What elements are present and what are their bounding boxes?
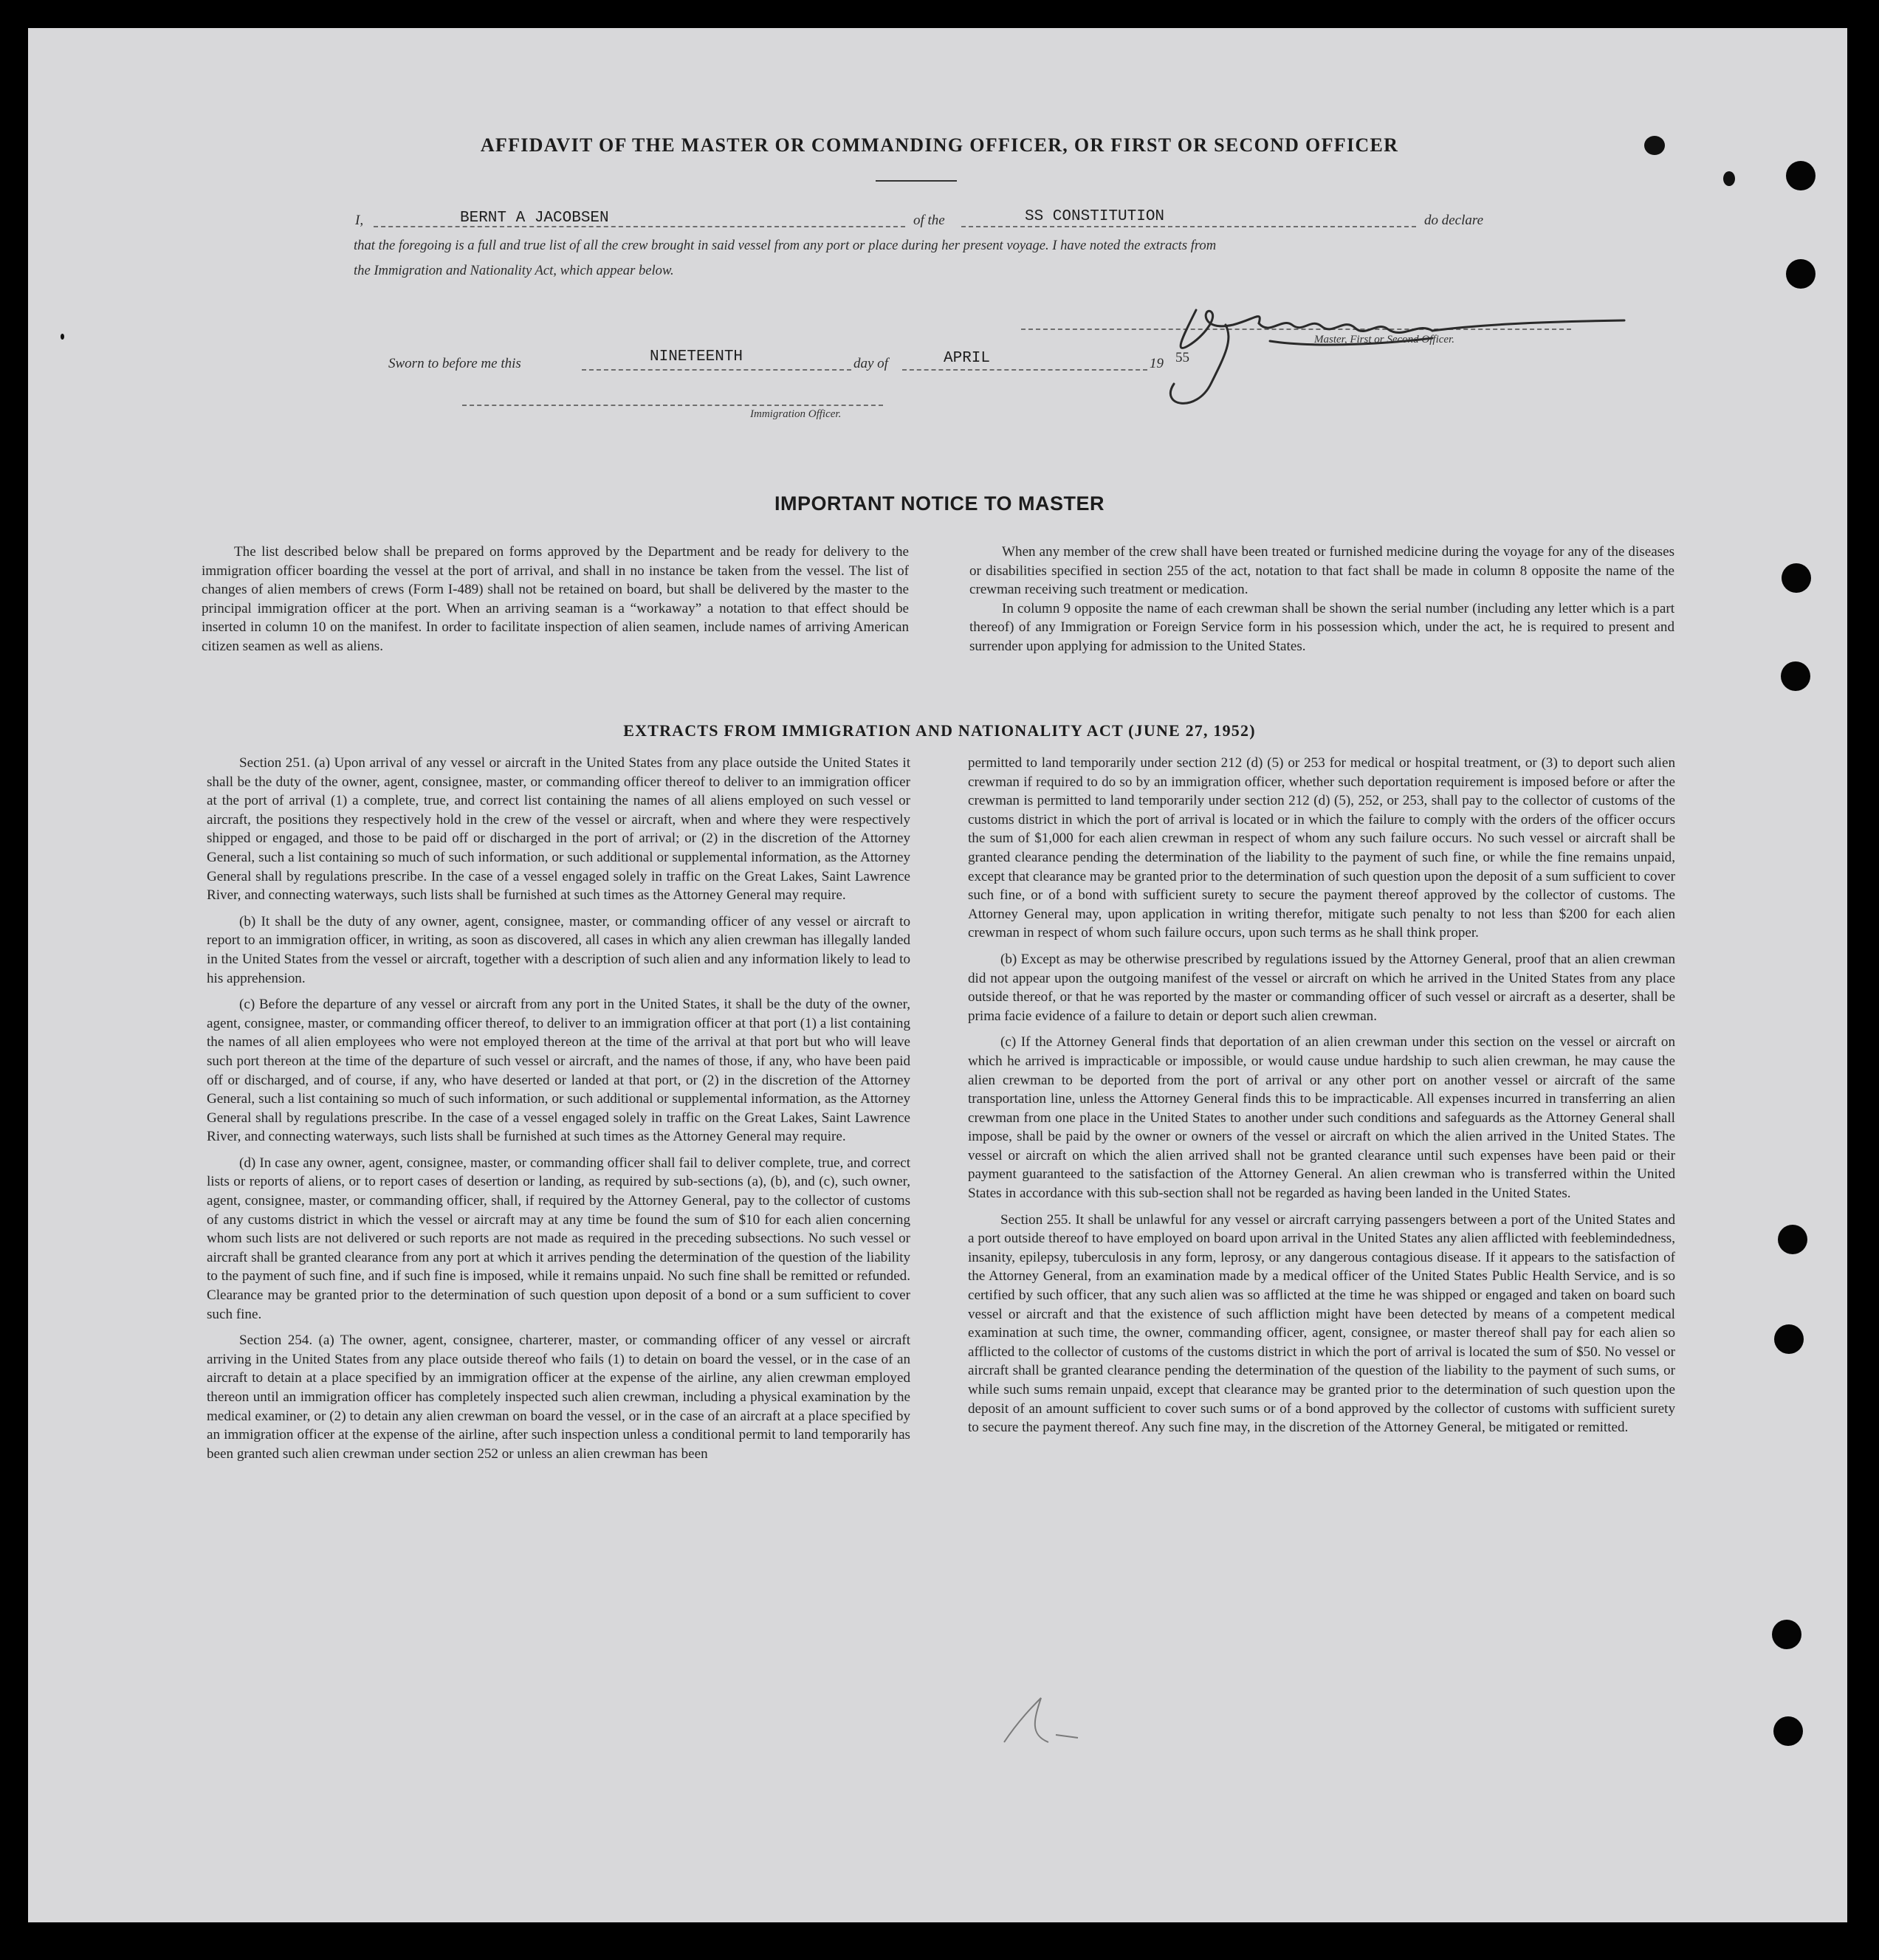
punch-hole	[1781, 661, 1810, 691]
notice-right-column	[969, 543, 1674, 664]
act-section: Section 255. It shall be unlawful for any vessel or aircraft carrying passengers between a port of the United States and a port outside thereof to have employed on board upon arrival in the United States any alien afflicted with feeblemindedness, insanity, epilepsy, tuberculosis in any form, leprosy, or any dangerous contagious disease. If it appears to the satisfaction of the Attorney General, from an examination made by a medical officer of the United States Public Health Service, and is so certified by such officer, that any such alien was so afflicted at the time he was shipped or engaged and taken on board such vessel or aircraft and that the existence of such affliction might have been detected by means of a competent medical examination at such time, the owner, commanding officer, agent, consignee, or master thereof shall pay for each alien so afflicted to the collector of customs of the customs district in which the port of arrival is located the sum of $50. No vessel or aircraft shall be granted clearance pending the determination of the question of the liability to the payment of such sums, or while such sums remain unpaid, except that clearance may be granted prior to the determination of such question upon the deposit of an amount sufficient to cover such sums or of a bond approved by the collector of customs with sufficient surety to secure the payment thereof. Any such fine may, in the discretion of the Attorney General, be mitigated or remitted.	[968, 1211, 1675, 1436]
punch-hole	[1786, 259, 1816, 289]
notice-paragraph: The list described below shall be prepared on forms approved by the Department and be ready for delivery to the immigration officer boarding the vessel at the port of arrival, and shall in no instance be taken from the vessel. The list of changes of alien members of crews (Form I-489) shall not be retained on board, but shall be delivered by the master to the principal immigration officer at the port. When an arriving seaman is a “workaway” a notation to that effect should be inserted in column 10 on the manifest. In order to facilitate inspection of alien seamen, include names of arriving American citizen seamen as well as aliens.	[202, 544, 909, 654]
notice-title: IMPORTANT NOTICE TO MASTER	[774, 492, 1105, 515]
year-suffix: 55	[1175, 350, 1189, 365]
of-the-label: of the	[913, 213, 945, 228]
affidavit-title: AFFIDAVIT OF THE MASTER OR COMMANDING OFFICER, OR FIRST OR SECOND OFFICER	[480, 134, 1399, 156]
sworn-day-line	[582, 369, 851, 371]
extracts-title: EXTRACTS FROM IMMIGRATION AND NATIONALITY ACT (JUNE 27, 1952)	[623, 721, 1256, 740]
pencil-mark	[989, 1691, 1093, 1757]
act-section: (c) If the Attorney General finds that deportation of an alien crewman under this section on the vessel or aircraft on which he arrived is impracticable or impossible, or would cause undue hardship to such alien crewman, he may cause the alien crewman to be deported from the port of arrival or any other port on another vessel or aircraft of the same transportation line, unless the Attorney General finds this to be impracticable. All expenses incurred in transferring an alien crewman from one place in the United States to another under such conditions and safeguards as the Attorney General shall impose, shall be paid by the owner or owners of the vessel or aircraft on which the alien arrived in the United States. The vessel or aircraft on which the alien arrived shall not be granted clearance until such expenses have been paid or their payment guaranteed to the satisfaction of the Attorney General. An alien crewman who is transferred within the United States in accordance with this sub-section shall not be regarded as having been landed in the United States.	[968, 1034, 1675, 1202]
act-section: (b) Except as may be otherwise prescribed by regulations issued by the Attorney General, proof that an alien crewman did not appear upon the outgoing manifest of the vessel or aircraft on which he arrived in the United States from any place outside thereof, or that he was reported by the master or commanding officer of such vessel or aircraft as a deserter, shall be prima facie evidence of a failure to detain or deport such alien crewman.	[968, 951, 1675, 1024]
sworn-day: NINETEENTH	[650, 348, 743, 365]
act-section: (d) In case any owner, agent, consignee, master, or commanding officer shall fail to deliver complete, true, and correct lists or reports of aliens, or to report cases of desertion or landing, as required by sub-sections (a), (b), and (c), such owner, agent, consignee, master, or commanding officer, shall, if required by the Attorney General, pay to the collector of customs of any customs district in which the vessel or aircraft may at any time be found the sum of $10 for each alien concerning whom such lists are not delivered or such reports are not made as required in the preceding subsections. No such vessel or aircraft shall be granted clearance from any port at which it arrives pending the determination of the question of the liability to the payment of such fine, and if such fine is imposed, while it remains unpaid. No such fine shall be remitted or refunded. Clearance may be granted prior to the determination of such question upon deposit of a bond or a sum sufficient to cover such fine.	[207, 1155, 910, 1322]
do-declare-label: do declare	[1424, 213, 1484, 228]
title-divider	[876, 180, 957, 182]
act-section: (b) It shall be the duty of any owner, agent, consignee, master, or commanding officer of any vessel or aircraft to report to an immigration officer, in writing, as soon as discovered, all cases in which any alien crewman has illegally landed in the United States from the vessel or aircraft, together with a description of such alien and any information likely to lead to his apprehension.	[207, 913, 910, 986]
master-signature	[1152, 295, 1639, 413]
pronoun-label: I,	[355, 213, 364, 228]
master-name-line	[374, 226, 905, 227]
notice-paragraph: In column 9 opposite the name of each crewman shall be shown the serial number (including any letter which is a part thereof) of any Immigration or Foreign Service form in his possession which, under the act, he is required to present and surrender upon applying for admission to the United States.	[969, 600, 1674, 654]
ink-mark	[1723, 171, 1735, 186]
ink-mark	[61, 334, 64, 340]
statement-line-1: that the foregoing is a full and true list of all the crew brought in said vessel from any port or place during her present voyage. I have noted the extracts from	[354, 238, 1217, 253]
statement-line-2: the Immigration and Nationality Act, which appear below.	[354, 263, 674, 278]
punch-hole	[1786, 161, 1816, 190]
notice-paragraph: When any member of the crew shall have been treated or furnished medicine during the voyage for any of the diseases or disabilities specified in section 255 of the act, notation to that fact shall be made in column 8 opposite the name of the crewman receiving such treatment or medication.	[969, 544, 1674, 598]
act-section: Section 254. (a) The owner, agent, consignee, charterer, master, or commanding officer of any vessel or aircraft arriving in the United States from any place outside thereof who fails (1) to detain on board the vessel, or in the case of an aircraft to detain at a place specified by an immigration officer at the expense of the airline, any alien crewman employed thereon until an immigration officer has completely inspected such alien crewman, including a physical examination by the medical examiner, or (2) to detain any alien crewman on board the vessel, or in the case of an aircraft at a place specified by an immigration officer at the expense of the airline, after such inspection unless a conditional permit to land temporarily has been granted such alien crewman under section 252 or unless an alien crewman has been	[207, 1333, 910, 1462]
notice-left-column	[202, 543, 909, 664]
punch-hole	[1778, 1225, 1807, 1254]
vessel-name: SS CONSTITUTION	[1025, 208, 1165, 225]
extracts-left-column	[207, 754, 910, 1471]
extracts-right-column	[968, 754, 1675, 1445]
act-section: Section 251. (a) Upon arrival of any vessel or aircraft in the United States from any place outside the United States it shall be the duty of the owner, agent, consignee, master, or commanding officer thereof to deliver to an immigration officer at the port of arrival (1) a complete, true, and correct list containing the names of all aliens employed on such vessel or aircraft, the positions they respectively hold in the crew of the vessel or aircraft, when and where they were respectively shipped or engaged, and those to be paid off or discharged in the port of arrival; or (2) in the discretion of the Attorney General, such a list containing so much of such information, or such additional or supplemental information, as the Attorney General shall by regulations prescribe. In the case of a vessel engaged solely in traffic on the Great Lakes, Saint Lawrence River, and connecting waterways, such lists shall be furnished at such times as the Attorney General may require.	[207, 755, 910, 904]
vessel-line	[961, 226, 1416, 227]
punch-hole	[1773, 1716, 1803, 1746]
signature-caption: Master, First or Second Officer.	[1314, 334, 1454, 345]
immigration-officer-caption: Immigration Officer.	[750, 408, 842, 420]
punch-hole	[1772, 1620, 1801, 1649]
punch-hole	[1774, 1324, 1804, 1354]
day-of-label: day of	[853, 356, 888, 371]
act-section-continuation: permitted to land temporarily under section 212 (d) (5) or 253 for medical or hospital treatment, or (3) to deport such alien crewman if required to do so by an immigration officer, whether such deportation requirement is imposed before or after the crewman is permitted to land temporarily under section 212 (d) (5), 252, or 253, shall pay to the collector of customs of the customs district in which the port of arrival is located or in which the failure to comply with the orders of the officer occurs the sum of $1,000 for each alien crewman in respect of whom any such failure occurs. No such vessel or aircraft shall be granted clearance pending the determination of the liability to the payment of such fine, or while the fine remains unpaid, except that clearance may be granted prior to the determination of such question upon the deposit of a sum sufficient to cover such fine, or of a bond with sufficient surety to secure the payment thereof approved by the collector of customs. The Attorney General may, upon application in writing therefor, mitigate such penalty to not less than $200 for each alien crewman in respect of whom such failure occurs, upon such terms as he shall think proper.	[968, 755, 1675, 941]
sworn-month: APRIL	[944, 350, 991, 367]
sworn-month-line	[902, 369, 1147, 371]
year-prefix: 19	[1150, 356, 1164, 371]
master-name: BERNT A JACOBSEN	[460, 210, 609, 227]
punch-hole	[1782, 563, 1811, 593]
immigration-officer-line	[462, 405, 883, 406]
act-section: (c) Before the departure of any vessel or aircraft from any port in the United States, it shall be the duty of the owner, agent, consignee, master, or commanding officer thereof, to deliver to an immigration officer at that port (1) a list containing the names of all alien employees who were not employed thereon at the time of the arrival at that port but who will leave such port thereon at the time of the departure of such vessel or aircraft, and the names of those, if any, who have been paid off or discharged, and of course, if any, who have deserted or landed at that port, or (2) in the discretion of the Attorney General, such a list containing so much of such information, or such additional or supplemental information, as the Attorney General shall by regulations prescribe. In the case of a vessel engaged solely in traffic on the Great Lakes, Saint Lawrence River, and connecting waterways, such lists shall be furnished at such times as the Attorney General may require.	[207, 997, 910, 1145]
sworn-label: Sworn to before me this	[388, 356, 521, 371]
